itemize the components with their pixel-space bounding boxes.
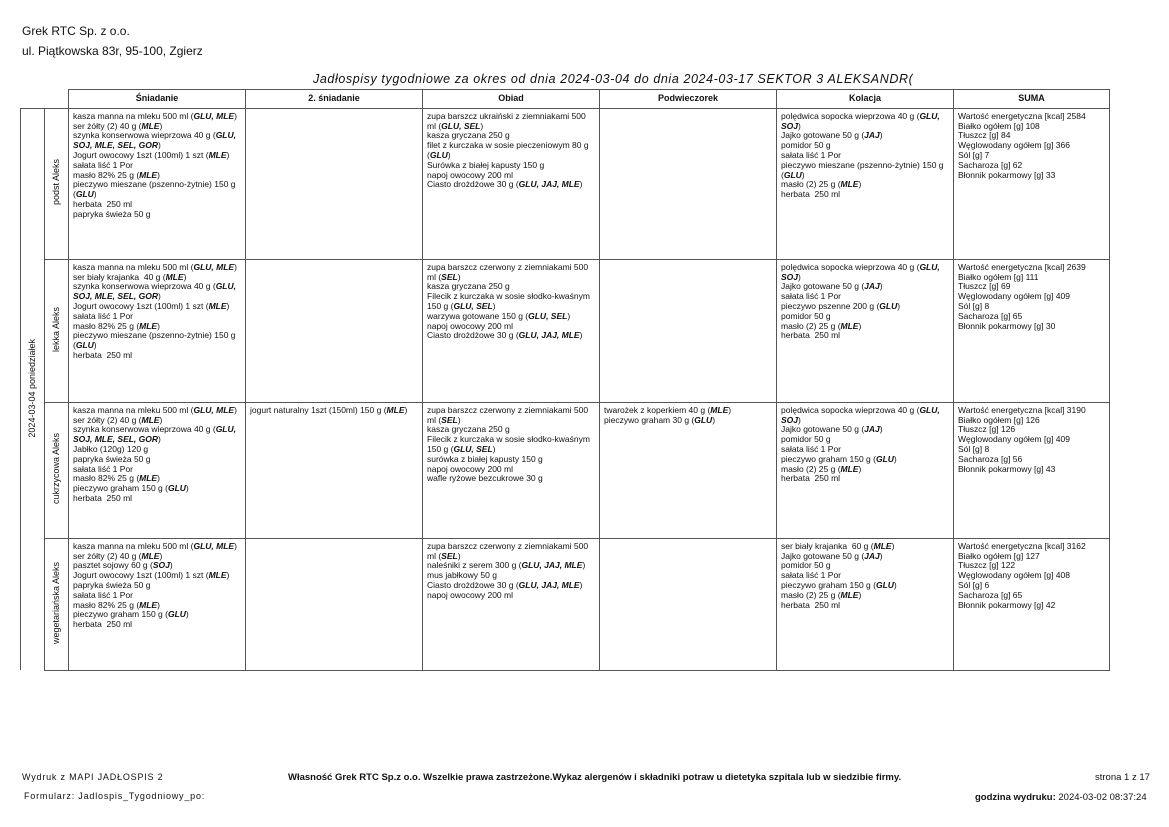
meal-item: herbata 250 ml bbox=[781, 473, 841, 484]
meal-item: polędwica sopocka wieprzowa 40 g (GLU, SOJ) bbox=[781, 110, 943, 131]
meal-item: sałata liść 1 Por bbox=[73, 589, 133, 600]
meal-cell-suma bbox=[954, 108, 1110, 259]
meal-cell-kolacja bbox=[777, 538, 954, 670]
meal-item: Surówka z białej kapusty 150 g bbox=[427, 159, 545, 170]
meal-item: ser żółty (2) 40 g (MLE) bbox=[73, 550, 163, 561]
meal-item: Jogurt owocowy 1szt (100ml) 1 szt (MLE) bbox=[73, 149, 230, 160]
meal-item: masło (2) 25 g (MLE) bbox=[781, 320, 862, 331]
company-name: Grek RTC Sp. z o.o. bbox=[22, 24, 130, 38]
meal-cell-obiad bbox=[423, 538, 600, 670]
date-cell bbox=[21, 108, 45, 670]
meal-item: sałata liść 1 Por bbox=[781, 291, 841, 302]
meal-item: pieczywo graham 150 g (GLU) bbox=[73, 483, 189, 494]
meal-item: pieczywo graham 150 g (GLU) bbox=[781, 579, 897, 590]
date-label: 2024-03-04 poniedziałek bbox=[26, 338, 37, 438]
meal-item: wafle ryżowe bezcukrowe 30 g bbox=[427, 473, 543, 484]
nutrition-value: Sacharoza [g] 62 bbox=[958, 159, 1023, 170]
meal-item: zupa barszcz czerwony z ziemniakami 500 ml (SEL) bbox=[427, 261, 591, 282]
meal-item: pomidor 50 g bbox=[781, 560, 831, 571]
meal-item: pieczywo mieszane (pszenno-żytnie) 150 g (GLU) bbox=[781, 159, 946, 180]
meal-cell-drugie-sniadanie bbox=[246, 538, 423, 670]
nutrition-value: Tłuszcz [g] 126 bbox=[958, 424, 1016, 435]
nutrition-value: Węglowodany ogółem [g] 409 bbox=[958, 291, 1070, 302]
meal-cell-suma bbox=[954, 259, 1110, 402]
meal-cell-obiad bbox=[423, 402, 600, 538]
meal-item: herbata 250 ml bbox=[73, 349, 133, 360]
meal-item: kasza gryczana 250 g bbox=[427, 130, 510, 141]
meal-cell-kolacja bbox=[777, 108, 954, 259]
diet-name: wegetariańska Aleks bbox=[50, 561, 61, 644]
meal-item: sałata liść 1 Por bbox=[73, 463, 133, 474]
meal-cell-suma bbox=[954, 538, 1110, 670]
meal-item: szynka konserwowa wieprzowa 40 g (GLU, SOJ, MLE, SEL, GOR) bbox=[73, 281, 239, 302]
meal-item: kasza gryczana 250 g bbox=[427, 424, 510, 435]
meal-cell-drugie-sniadanie bbox=[246, 259, 423, 402]
meal-item: papryka świeża 50 g bbox=[73, 208, 151, 219]
meal-item: masło 82% 25 g (MLE) bbox=[73, 169, 160, 180]
meal-item: sałata liść 1 Por bbox=[781, 570, 841, 581]
meal-item: sałata liść 1 Por bbox=[781, 149, 841, 160]
meal-item: herbata 250 ml bbox=[781, 330, 841, 341]
meal-item: pieczywo pszenne 200 g (GLU) bbox=[781, 300, 901, 311]
meal-item: zupa barszcz czerwony z ziemniakami 500 ml (SEL) bbox=[427, 404, 591, 425]
meal-item: mus jabłkowy 50 g bbox=[427, 570, 497, 581]
meal-item: Filecik z kurczaka w sosie słodko-kwaśnym 150 g (GLU, SEL) bbox=[427, 434, 593, 454]
meal-cell-suma bbox=[954, 402, 1110, 538]
meal-item: masło (2) 25 g (MLE) bbox=[781, 179, 862, 190]
meal-item: herbata 250 ml bbox=[73, 619, 133, 630]
nutrition-value: Węglowodany ogółem [g] 408 bbox=[958, 570, 1070, 581]
meal-item: ser żółty (2) 40 g (MLE) bbox=[73, 120, 163, 131]
meal-item: napoj owocowy 200 ml bbox=[427, 320, 513, 331]
meal-item: Jabłko (120g) 120 g bbox=[73, 443, 149, 454]
meal-item: masło (2) 25 g (MLE) bbox=[781, 463, 862, 474]
meal-item: pomidor 50 g bbox=[781, 310, 831, 321]
meal-item: Jajko gotowane 50 g (JAJ) bbox=[781, 281, 883, 292]
nutrition-value: Tłuszcz [g] 122 bbox=[958, 560, 1016, 571]
header-spacer bbox=[45, 90, 69, 109]
meal-cell-drugie-sniadanie bbox=[246, 402, 423, 538]
meal-item: Ciasto drożdżowe 30 g (GLU, JAJ, MLE) bbox=[427, 330, 583, 341]
nutrition-value: Wartość energetyczna [kcal] 3190 bbox=[958, 404, 1086, 415]
nutrition-value: Białko ogółem [g] 108 bbox=[958, 120, 1040, 131]
diet-row bbox=[21, 259, 1110, 402]
meal-item: filet z kurczaka w sosie pieczeniowym 80 g (GLU) bbox=[427, 140, 591, 160]
meal-item: masło (2) 25 g (MLE) bbox=[781, 589, 862, 600]
meal-item: jogurt naturalny 1szt (150ml) 150 g (MLE) bbox=[250, 404, 408, 415]
meal-item: surówka z białej kapusty 150 g bbox=[427, 453, 543, 464]
meal-item: papryka świeża 50 g bbox=[73, 453, 151, 464]
nutrition-value: Wartość energetyczna [kcal] 2639 bbox=[958, 261, 1086, 272]
meal-item: masło 82% 25 g (MLE) bbox=[73, 320, 160, 331]
diet-name: podst Aleks bbox=[50, 159, 61, 206]
meal-item: herbata 250 ml bbox=[781, 599, 841, 610]
header-suma: SUMA bbox=[954, 90, 1110, 109]
meal-item: Jajko gotowane 50 g (JAJ) bbox=[781, 550, 883, 561]
meal-item: Jogurt owocowy 1szt (100ml) 1 szt (MLE) bbox=[73, 300, 230, 311]
diet-name: lekka Aleks bbox=[50, 306, 61, 352]
meal-item: Ciasto drożdżowe 30 g (GLU, JAJ, MLE) bbox=[427, 179, 583, 190]
report-title: Jadłospisy tygodniowe za okres od dnia 2024-03-04 do dnia 2024-03-17 SEKTOR 3 ALEKSANDR( bbox=[313, 72, 913, 86]
header-row bbox=[21, 90, 1110, 109]
diet-row bbox=[21, 538, 1110, 670]
diet-name: cukrzycowa Aleks bbox=[50, 433, 61, 505]
meal-item: ser żółty (2) 40 g (MLE) bbox=[73, 414, 163, 425]
print-time-value: 2024-03-02 08:37:24 bbox=[1058, 792, 1147, 803]
meal-item: kasza manna na mleku 500 ml (GLU, MLE) bbox=[73, 261, 237, 272]
meal-item: napoj owocowy 200 ml bbox=[427, 589, 513, 600]
meal-item: pomidor 50 g bbox=[781, 434, 831, 445]
diet-name-cell bbox=[45, 108, 69, 259]
nutrition-value: Błonnik pokarmowy [g] 33 bbox=[958, 169, 1056, 180]
meal-cell-podwieczorek bbox=[600, 538, 777, 670]
meal-cell-kolacja bbox=[777, 259, 954, 402]
nutrition-value: Sacharoza [g] 65 bbox=[958, 310, 1023, 321]
menu-table bbox=[20, 89, 1110, 671]
meal-item: sałata liść 1 Por bbox=[73, 159, 133, 170]
nutrition-value: Tłuszcz [g] 84 bbox=[958, 130, 1011, 141]
meal-item: sałata liść 1 Por bbox=[781, 443, 841, 454]
meal-item: pasztet sojowy 60 g (SOJ) bbox=[73, 560, 173, 571]
footer-form-name: Formularz: Jadlospis_Tygodniowy_po: bbox=[24, 791, 206, 801]
diet-row bbox=[21, 108, 1110, 259]
nutrition-value: Sól [g] 8 bbox=[958, 300, 990, 311]
nutrition-value: Białko ogółem [g] 111 bbox=[958, 271, 1039, 282]
meal-item: pieczywo mieszane (pszenno-żytnie) 150 g (GLU) bbox=[73, 179, 238, 200]
meal-item: warzywa gotowane 150 g (GLU, SEL) bbox=[427, 310, 571, 321]
meal-item: napoj owocowy 200 ml bbox=[427, 463, 513, 474]
meal-item: Jogurt owocowy 1szt (100ml) 1 szt (MLE) bbox=[73, 570, 230, 581]
meal-cell-obiad bbox=[423, 259, 600, 402]
meal-item: Jajko gotowane 50 g (JAJ) bbox=[781, 424, 883, 435]
meal-cell-obiad bbox=[423, 108, 600, 259]
meal-item: Jajko gotowane 50 g (JAJ) bbox=[781, 130, 883, 141]
meal-item: kasza manna na mleku 500 ml (GLU, MLE) bbox=[73, 540, 237, 551]
nutrition-value: Błonnik pokarmowy [g] 43 bbox=[958, 463, 1056, 474]
header-obiad: Obiad bbox=[423, 90, 600, 109]
meal-item: pieczywo graham 30 g (GLU) bbox=[604, 414, 716, 425]
nutrition-value: Białko ogółem [g] 126 bbox=[958, 414, 1040, 425]
meal-item: naleśniki z serem 300 g (GLU, JAJ, MLE) bbox=[427, 560, 586, 571]
nutrition-value: Sacharoza [g] 65 bbox=[958, 589, 1023, 600]
header-podwieczorek: Podwieczorek bbox=[600, 90, 777, 109]
footer-print-source: Wydruk z MAPI JADŁOSPIS 2 bbox=[22, 772, 164, 782]
nutrition-value: Tłuszcz [g] 69 bbox=[958, 281, 1011, 292]
header-drugie-sniadanie: 2. śniadanie bbox=[246, 90, 423, 109]
nutrition-value: Węglowodany ogółem [g] 366 bbox=[958, 140, 1070, 151]
meal-item: Ciasto drożdżowe 30 g (GLU, JAJ, MLE) bbox=[427, 579, 583, 590]
nutrition-value: Węglowodany ogółem [g] 409 bbox=[958, 434, 1070, 445]
meal-item: pieczywo graham 150 g (GLU) bbox=[781, 453, 897, 464]
meal-cell-sniadanie bbox=[69, 259, 246, 402]
header-sniadanie: Śniadanie bbox=[69, 90, 246, 109]
diet-name-cell bbox=[45, 259, 69, 402]
diet-row bbox=[21, 402, 1110, 538]
company-address: ul. Piątkowska 83r, 95-100, Zgierz bbox=[22, 44, 203, 58]
meal-item: masło 82% 25 g (MLE) bbox=[73, 599, 160, 610]
meal-item: herbata 250 ml bbox=[73, 198, 133, 209]
meal-item: kasza gryczana 250 g bbox=[427, 281, 510, 292]
meal-cell-drugie-sniadanie bbox=[246, 108, 423, 259]
meal-cell-sniadanie bbox=[69, 108, 246, 259]
meal-item: kasza manna na mleku 500 ml (GLU, MLE) bbox=[73, 404, 237, 415]
meal-item: pieczywo graham 150 g (GLU) bbox=[73, 609, 189, 620]
meal-item: herbata 250 ml bbox=[73, 492, 133, 503]
meal-item: pomidor 50 g bbox=[781, 140, 831, 151]
meal-item: papryka świeża 50 g bbox=[73, 579, 151, 590]
meal-item: sałata liść 1 Por bbox=[73, 310, 133, 321]
nutrition-value: Błonnik pokarmowy [g] 30 bbox=[958, 320, 1056, 331]
meal-item: ser biały krajanka 60 g (MLE) bbox=[781, 540, 895, 551]
meal-item: kasza manna na mleku 500 ml (GLU, MLE) bbox=[73, 110, 237, 121]
nutrition-value: Wartość energetyczna [kcal] 2584 bbox=[958, 110, 1086, 121]
meal-item: zupa barszcz czerwony z ziemniakami 500 ml (SEL) bbox=[427, 540, 591, 561]
nutrition-value: Sól [g] 8 bbox=[958, 443, 990, 454]
meal-item: napoj owocowy 200 ml bbox=[427, 169, 513, 180]
meal-item: polędwica sopocka wieprzowa 40 g (GLU, SOJ) bbox=[781, 261, 943, 282]
meal-cell-sniadanie bbox=[69, 538, 246, 670]
meal-cell-podwieczorek bbox=[600, 259, 777, 402]
meal-item: polędwica sopocka wieprzowa 40 g (GLU, SOJ) bbox=[781, 404, 943, 425]
nutrition-value: Błonnik pokarmowy [g] 42 bbox=[958, 599, 1056, 610]
meal-item: szynka konserwowa wieprzowa 40 g (GLU, SOJ, MLE, SEL, GOR) bbox=[73, 130, 239, 151]
meal-item: pieczywo mieszane (pszenno-żytnie) 150 g (GLU) bbox=[73, 330, 238, 351]
diet-name-cell bbox=[45, 538, 69, 670]
meal-item: twarożek z koperkiem 40 g (MLE) bbox=[604, 404, 732, 415]
menu-body bbox=[21, 108, 1110, 670]
nutrition-value: Sacharoza [g] 56 bbox=[958, 453, 1023, 464]
footer-page-number: strona 1 z 17 bbox=[1095, 772, 1150, 783]
nutrition-value: Sól [g] 6 bbox=[958, 579, 990, 590]
meal-cell-podwieczorek bbox=[600, 108, 777, 259]
meal-item: zupa barszcz ukraiński z ziemniakami 500 ml (GLU, SEL) bbox=[427, 110, 589, 131]
diet-name-cell bbox=[45, 402, 69, 538]
nutrition-value: Sól [g] 7 bbox=[958, 149, 990, 160]
meal-item: Filecik z kurczaka w sosie słodko-kwaśnym 150 g (GLU, SEL) bbox=[427, 291, 593, 311]
meal-item: masło 82% 25 g (MLE) bbox=[73, 473, 160, 484]
meal-item: herbata 250 ml bbox=[781, 189, 841, 200]
nutrition-value: Białko ogółem [g] 127 bbox=[958, 550, 1040, 561]
meal-item: ser biały krajanka 40 g (MLE) bbox=[73, 271, 187, 282]
header-spacer bbox=[21, 90, 45, 109]
meal-cell-sniadanie bbox=[69, 402, 246, 538]
meal-cell-podwieczorek bbox=[600, 402, 777, 538]
meal-cell-kolacja bbox=[777, 402, 954, 538]
footer-print-time bbox=[975, 792, 1147, 803]
nutrition-value: Wartość energetyczna [kcal] 3162 bbox=[958, 540, 1086, 551]
print-time-label: godzina wydruku: bbox=[975, 792, 1056, 803]
header-kolacja: Kolacja bbox=[777, 90, 954, 109]
footer-copyright: Własność Grek RTC Sp.z o.o. Wszelkie prawa zastrzeżone.Wykaz alergenów i składniki potraw u dietetyka szpitala lub w siedzibie firmy. bbox=[288, 772, 902, 783]
meal-item: szynka konserwowa wieprzowa 40 g (GLU, SOJ, MLE, SEL, GOR) bbox=[73, 424, 239, 445]
